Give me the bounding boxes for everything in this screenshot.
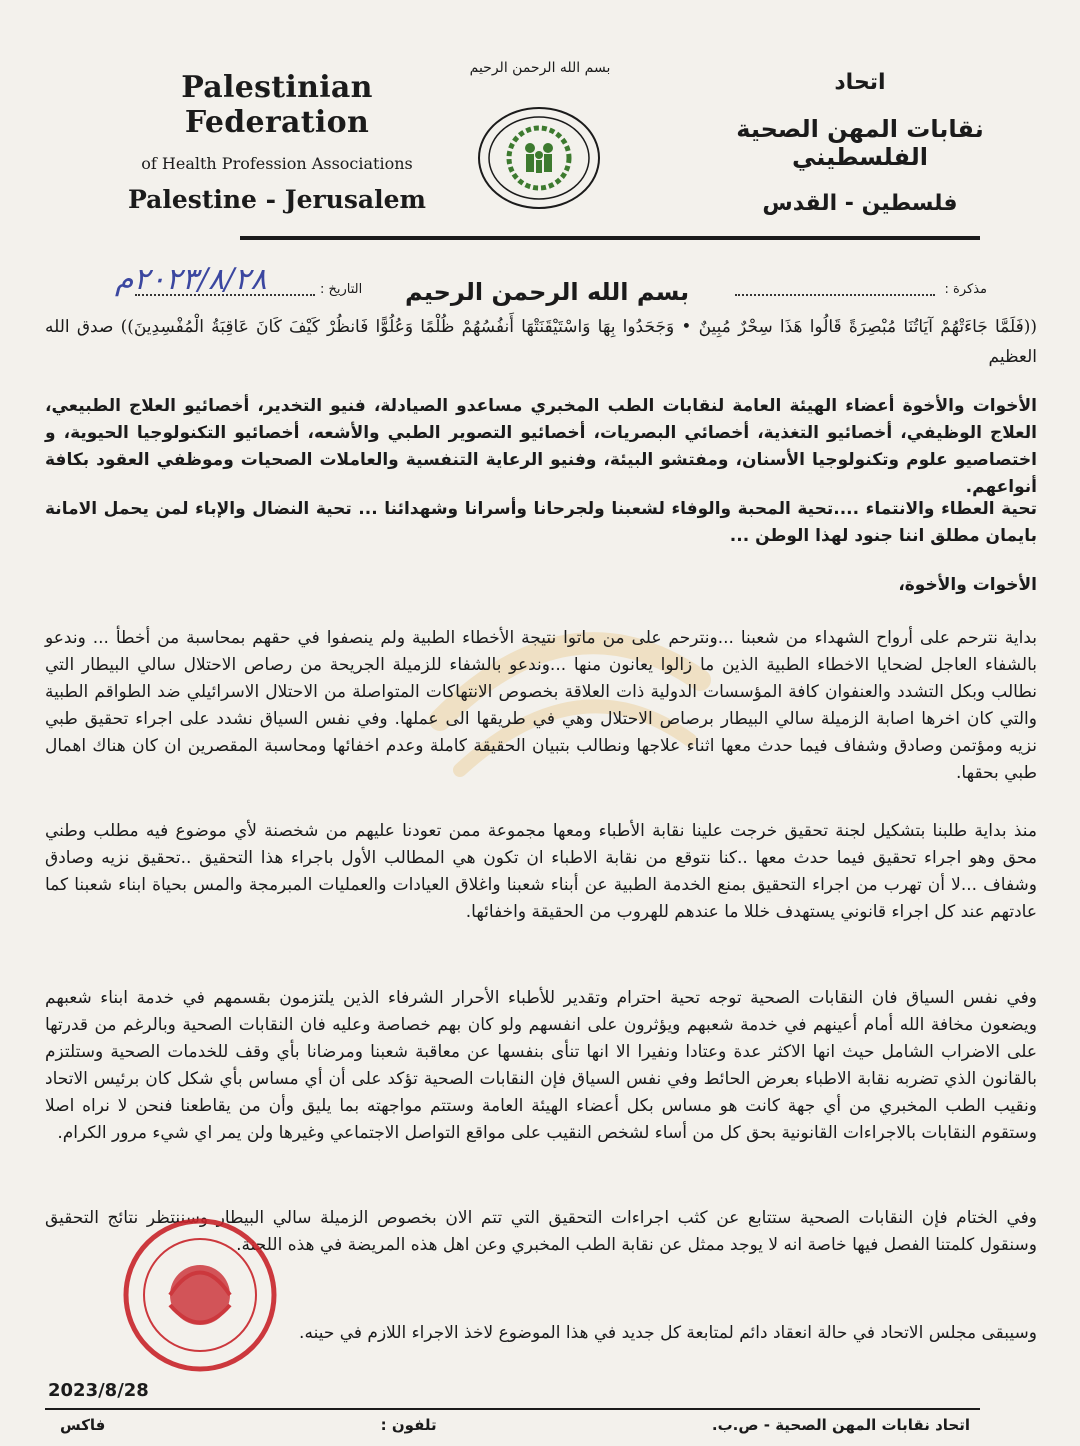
sisters-brothers-heading: الأخوات والأخوة، [898,575,1037,595]
memo-dots [735,294,935,296]
paragraph-1: بداية نترحم على أرواح الشهداء من شعبنا ...ونترحم على من ماتوا نتيجة الأخطاء الطبية ولم ينصفوا في حقهم بمحاسبة من أخطأ ... وندعو بالشفاء العاجل لضحايا الاخطاء الطبية الذين ما زالوا يعانون منها ...وندعو بالشفاء للزميلة الجريحة من رصاص الاحتلال سالي البيطار التي نطالب وبكل التشدد والعنفوان كافة المؤسسات الدولية ذات العلاقة بخصوص الانتهاكات المتواصلة من الاحتلال الاسرائيلي ضد الطواقم الطبية والتي كان اخرها اصابة الزميلة سالي البيطار برصاص الاحتلال وهي في طريقها الى عملها. وفي نفس السياق نشدد على اجراء تحقيق طبي نزيه ومؤتمن وصادق وشفاف فيما حدث معها اثناء علاجها ونطالب بتبيان الحقيقة كاملة وعدم اخفائها ومحاسبة المقصرين ان كان هناك اهمال طبي بحقها. [45,628,1037,783]
org-name-ar-1: اتحاد [834,70,886,95]
federation-stamp [120,1210,280,1380]
paragraph-4: وفي الختام فإن النقابات الصحية ستتابع عن كثب اجراءات التحقيق التي تتم الان بخصوص الزميلة سالي البيطار وسننتظر نتائج التحقيق وسنقول كلمتنا الفصل فيها خاصة انه لا يوجد ممثل عن نقابة الطب المخبري وعن اهل هذه المريضة في هذه اللجنة. [45,1208,1037,1255]
header-english [112,70,442,214]
date-label: التاريخ : [320,282,363,297]
org-name-ar-2: نقابات المهن الصحية الفلسطيني [736,115,984,171]
federation-logo [474,100,604,215]
footer-fax: فاكس [60,1416,106,1434]
greeting-paragraph: الأخوات والأخوة أعضاء الهيئة العامة لنقابات الطب المخبري مساعدو الصيادلة، فنيو التخدير، أخصائيو العلاج الطبيعي، العلاج الوظيفي، أخصائيو التغذية، أخصائي البصريات، أخصائيو التصوير الطبي والأشعه، أخصائيو التكنولوجيا الحيوية، و اختصاصيو علوم وتكنولوجيا الأسنان، ومفتشو البيئة، وفنيو الرعاية التنفسية والعاملات الصحيات وموظفي العقود بكافة أنواعهم. [45,396,1037,497]
date-dots [135,294,315,296]
signature-date: 2023/8/28 [48,1380,149,1401]
date-memo-line [95,262,995,308]
header-basmala: بسم الله الرحمن الرحيم [469,60,611,76]
paragraph-2: منذ بداية طلبنا بتشكيل لجنة تحقيق خرجت علينا نقابة الأطباء ومعها مجموعة ممن تعودنا عليهم من شخصنة لأي موضوع فيه مطلب وطني محق وهو اجراء تحقيق فيما حدث معها ..كنا نتوقع من نقابة الاطباء ان تكون هي المطالب الأول باجراء هذا التحقيق ..تحقيق نزيه وصادق وشفاف ...لا أن تهرب من اجراء التحقيق بمنع الخدمة الطبية عن أبناء شعبنا واغلاق العيادات والعمليات المبرمجة والمس بحياة ابناء شعبنا كما عادتهم عند كل اجراء قانوني يستهدف خللا ما عندهم للهروب من الحقيقة واخفائها. [45,821,1037,922]
salute-paragraph: تحية العطاء والانتماء ....تحية المحبة والوفاء لشعبنا ولجرحانا وأسرانا وشهدائنا ... تحية النضال والإباء لمن يحمل الامانة بايمان مطلق اننا جنود لهذا الوطن ... [45,499,1037,546]
footer-phone: تلفون : [380,1416,437,1434]
memo-label: مذكرة : [944,282,987,297]
basmala: بسم الله الرحمن الرحيم [405,278,690,306]
handwritten-date: ٢٠٢٣/٨/٢٨م [115,262,267,297]
footer-contact [60,1416,970,1434]
footer-divider [45,1408,980,1410]
org-location-en: Palestine - Jerusalem [128,185,426,214]
paragraph-5: وسيبقى مجلس الاتحاد في حالة انعقاد دائم لمتابعة كل جديد في هذا الموضوع لاخذ الاجراء اللازم في حينه. [299,1323,1037,1343]
header-arabic [680,70,1040,216]
quran-verse: ((فَلَمَّا جَاءَتْهُمْ آيَاتُنَا مُبْصِرَةً قَالُوا هَذَا سِحْرٌ مُبِينٌ • وَجَحَدُوا بِهَا وَاسْتَيْقَنَتْهَا أَنفُسُهُمْ ظُلْمًا وَعُلُوًّا فَانظُرْ كَيْفَ كَانَ عَاقِبَةُ الْمُفْسِدِينَ)) صدق الله العظيم [45,317,1037,367]
org-subname-en: of Health Profession Associations [141,154,413,173]
org-location-ar: فلسطين - القدس [762,191,958,216]
header-divider [240,236,980,240]
org-name-en: Palestinian Federation [181,70,373,140]
paragraph-3: وفي نفس السياق فان النقابات الصحية توجه تحية احترام وتقدير للأطباء الأحرار الشرفاء الذين يلتزمون بقسمهم في خدمة ابناء شعبهم ويضعون مخافة الله أمام أعينهم في خدمة شعبهم ويؤثرون على انفسهم ولو كان بهم خصاصة وعليه فان النقابات الصحية وبالرغم من قدرتها على الاضراب الشامل حيث انها الاكثر عدة وعتادا ونفيرا الا انها تنأى بنفسها عن معاقبة شعبنا ومرضانا بأي وقف للخدمات الصحية وستلتزم بالقانون الذي تضربه نقابة الاطباء بعرض الحائط وفي نفس السياق فإن النقابات الصحية تؤكد على أن أي مساس بأي شكل كان برئيس الاتحاد ونقيب الطب المخبري من أي جهة كانت هو مساس بكل أعضاء الهيئة العامة وستتم مواجهته بما يليق وأن من يقاطعنا فنحن لا نراه اصلا وستقوم النقابات بالاجراءات القانونية بحق كل من أساء لشخص النقيب على مواقع التواصل الاجتماعي وغيرها ولن يمر اي شيء مرور الكرام. [45,988,1037,1143]
footer-federation: اتحاد نقابات المهن الصحية - ص.ب. [711,1416,970,1434]
